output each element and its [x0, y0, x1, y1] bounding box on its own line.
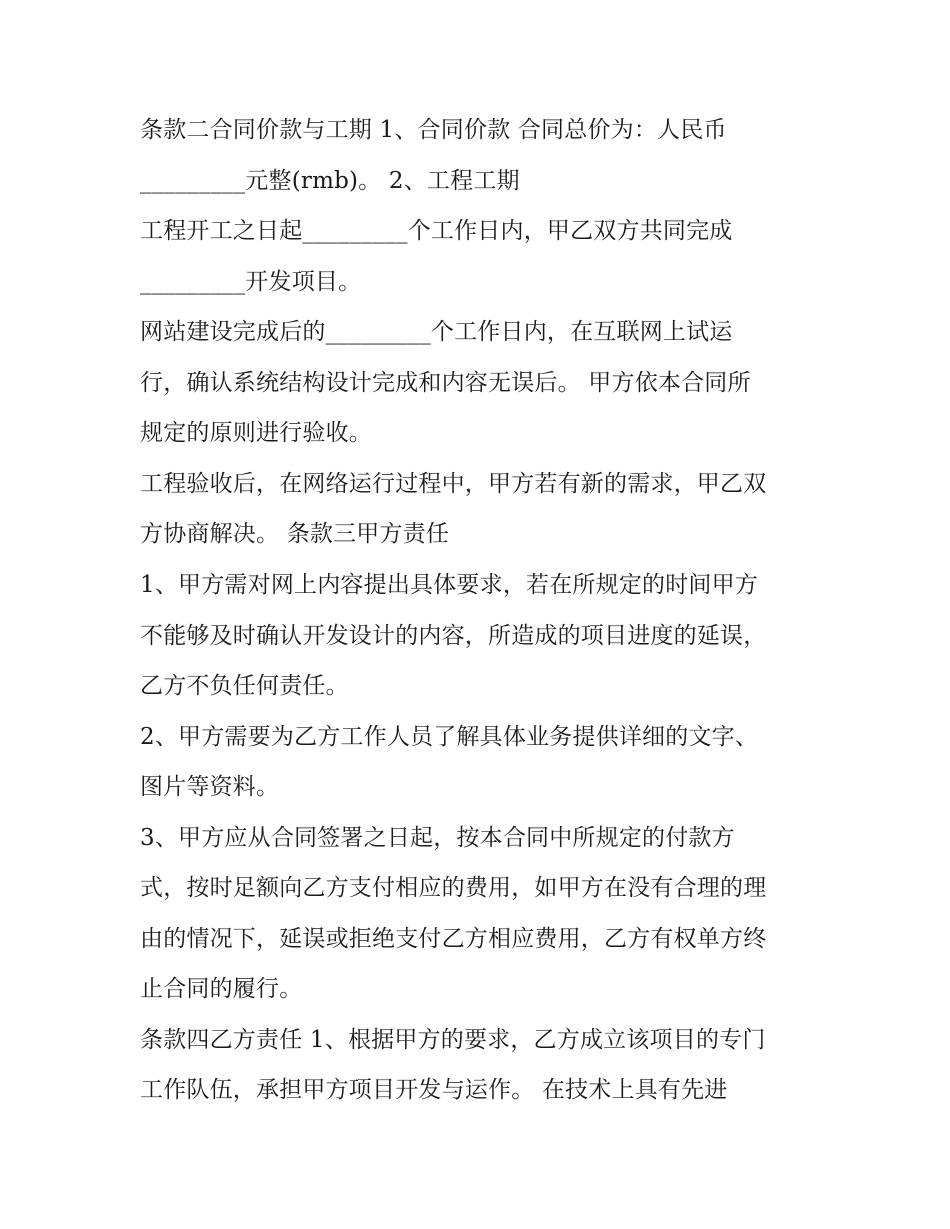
- text-line: 2、甲方需要为乙方工作人员了解具体业务提供详细的文字、: [140, 724, 759, 750]
- text-line: 乙方不负任何责任。: [140, 673, 349, 699]
- text-line: 条款二合同价款与工期 1、合同价款 合同总价为：人民币: [140, 117, 727, 143]
- text-line: 1、甲方需对网上内容提出具体要求，若在所规定的时间甲方: [140, 572, 759, 598]
- text-line: 式，按时足额向乙方支付相应的费用，如甲方在没有合理的理: [140, 875, 767, 901]
- text-line: 条款四乙方责任 1、根据甲方的要求，乙方成立该项目的专门: [140, 1027, 766, 1053]
- text-line: _________元整(rmb)。 2、工程工期: [140, 168, 520, 194]
- text-line: 由的情况下，延误或拒绝支付乙方相应费用，乙方有权单方终: [140, 926, 767, 952]
- text-line: 网站建设完成后的_________个工作日内，在互联网上试运: [140, 319, 733, 345]
- text-line: 行，确认系统结构设计完成和内容无误后。 甲方依本合同所: [140, 370, 751, 396]
- text-line: 规定的原则进行验收。: [140, 420, 372, 446]
- text-line: 工作队伍，承担甲方项目开发与运作。 在技术上具有先进: [140, 1077, 728, 1103]
- text-line: 不能够及时确认开发设计的内容，所造成的项目进度的延误，: [140, 623, 767, 649]
- text-line: 工程验收后，在网络运行过程中，甲方若有新的需求，甲乙双: [140, 471, 767, 497]
- text-line: 图片等资料。: [140, 774, 280, 800]
- text-line: 方协商解决。 条款三甲方责任: [140, 521, 450, 547]
- text-line: 3、甲方应从合同签署之日起，按本合同中所规定的付款方: [140, 825, 735, 851]
- text-line: _________开发项目。: [140, 269, 362, 295]
- text-line: 工程开工之日起_________个工作日内，甲乙双方共同完成: [140, 218, 733, 244]
- text-line: 止合同的履行。: [140, 976, 303, 1002]
